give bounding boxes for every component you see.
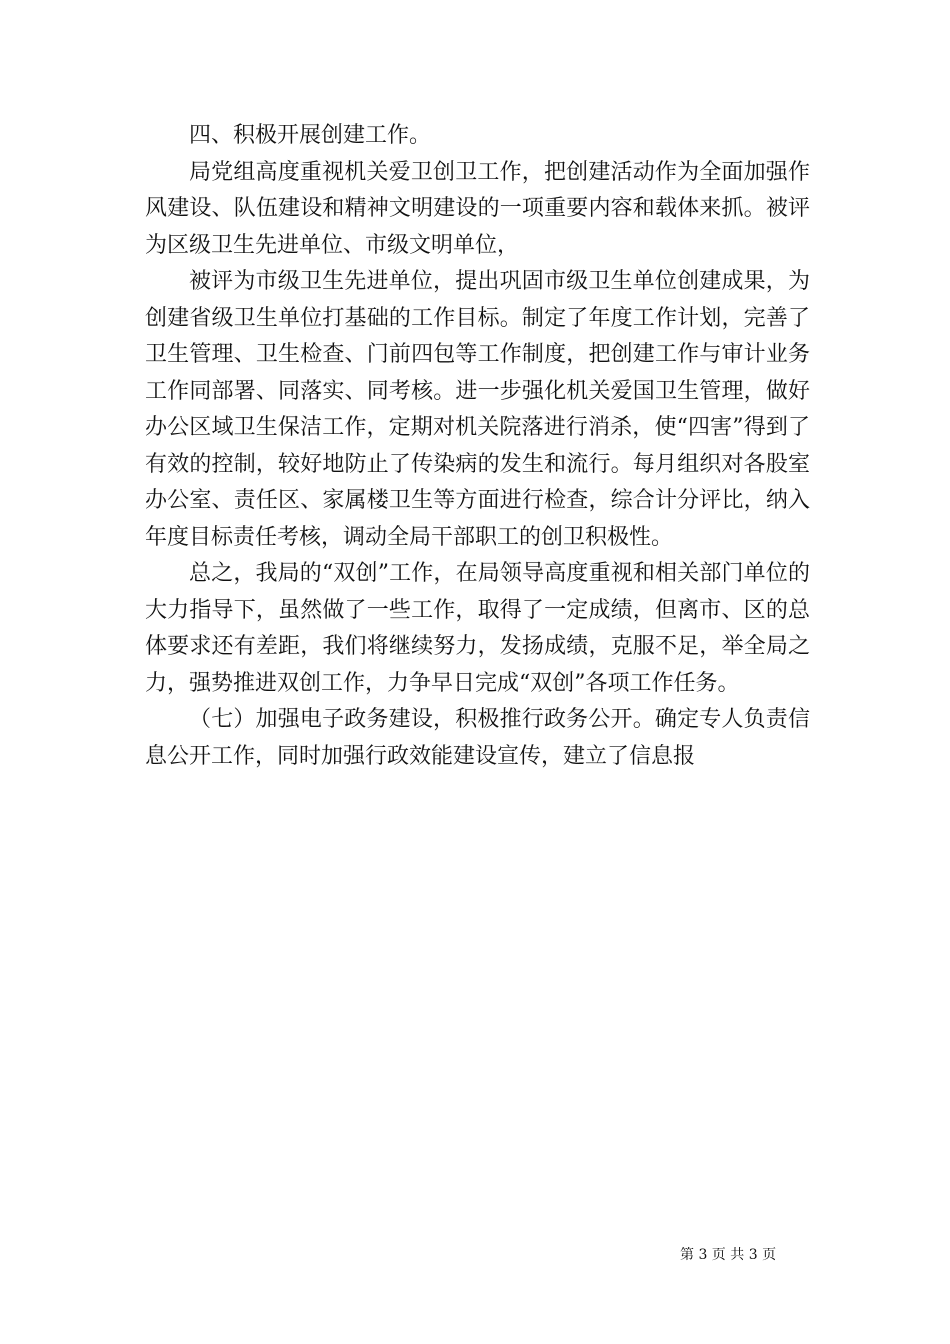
paragraph-section-four-heading: 四、积极开展创建工作。	[189, 123, 432, 148]
paragraph-summary: 总之，我局的“双创”工作，在局领导高度重视和相关部门单位的大力指导下，虽然做了一些工作，取得了一定成绩，但离市、区的总体要求还有差距，我们将继续努力，发扬成绩，克服不足，举全局之力，强势推进双创工作，力争早日完成“双创”各项工作任务。	[145, 561, 810, 696]
paragraph-city-sanitation: 被评为市级卫生先进单位，提出巩固市级卫生单位创建成果，为创建省级卫生单位打基础的工作目标。制定了年度工作计划，完善了卫生管理、卫生检查、门前四包等工作制度，把创建工作与审计业务工作同部署、同落实、同考核。进一步强化机关爱国卫生管理，做好办公区域卫生保洁工作，定期对机关院落进行消杀，使“四害”得到了有效的控制，较好地防止了传染病的发生和流行。每月组织对各股室办公室、责任区、家属楼卫生等方面进行检查，综合计分评比，纳入年度目标责任考核，调动全局干部职工的创卫积极性。	[145, 269, 810, 550]
document-body	[145, 118, 810, 775]
paragraph-e-government: （七）加强电子政务建设，积极推行政务公开。确定专人负责信息公开工作，同时加强行政效能建设宣传，建立了信息报	[145, 707, 810, 769]
paragraph-party-group-focus: 局党组高度重视机关爱卫创卫工作，把创建活动作为全面加强作风建设、队伍建设和精神文明建设的一项重要内容和载体来抓。被评为区级卫生先进单位、市级文明单位，	[145, 159, 810, 258]
page-number-footer: 第 3 页 共 3 页	[680, 1247, 777, 1263]
